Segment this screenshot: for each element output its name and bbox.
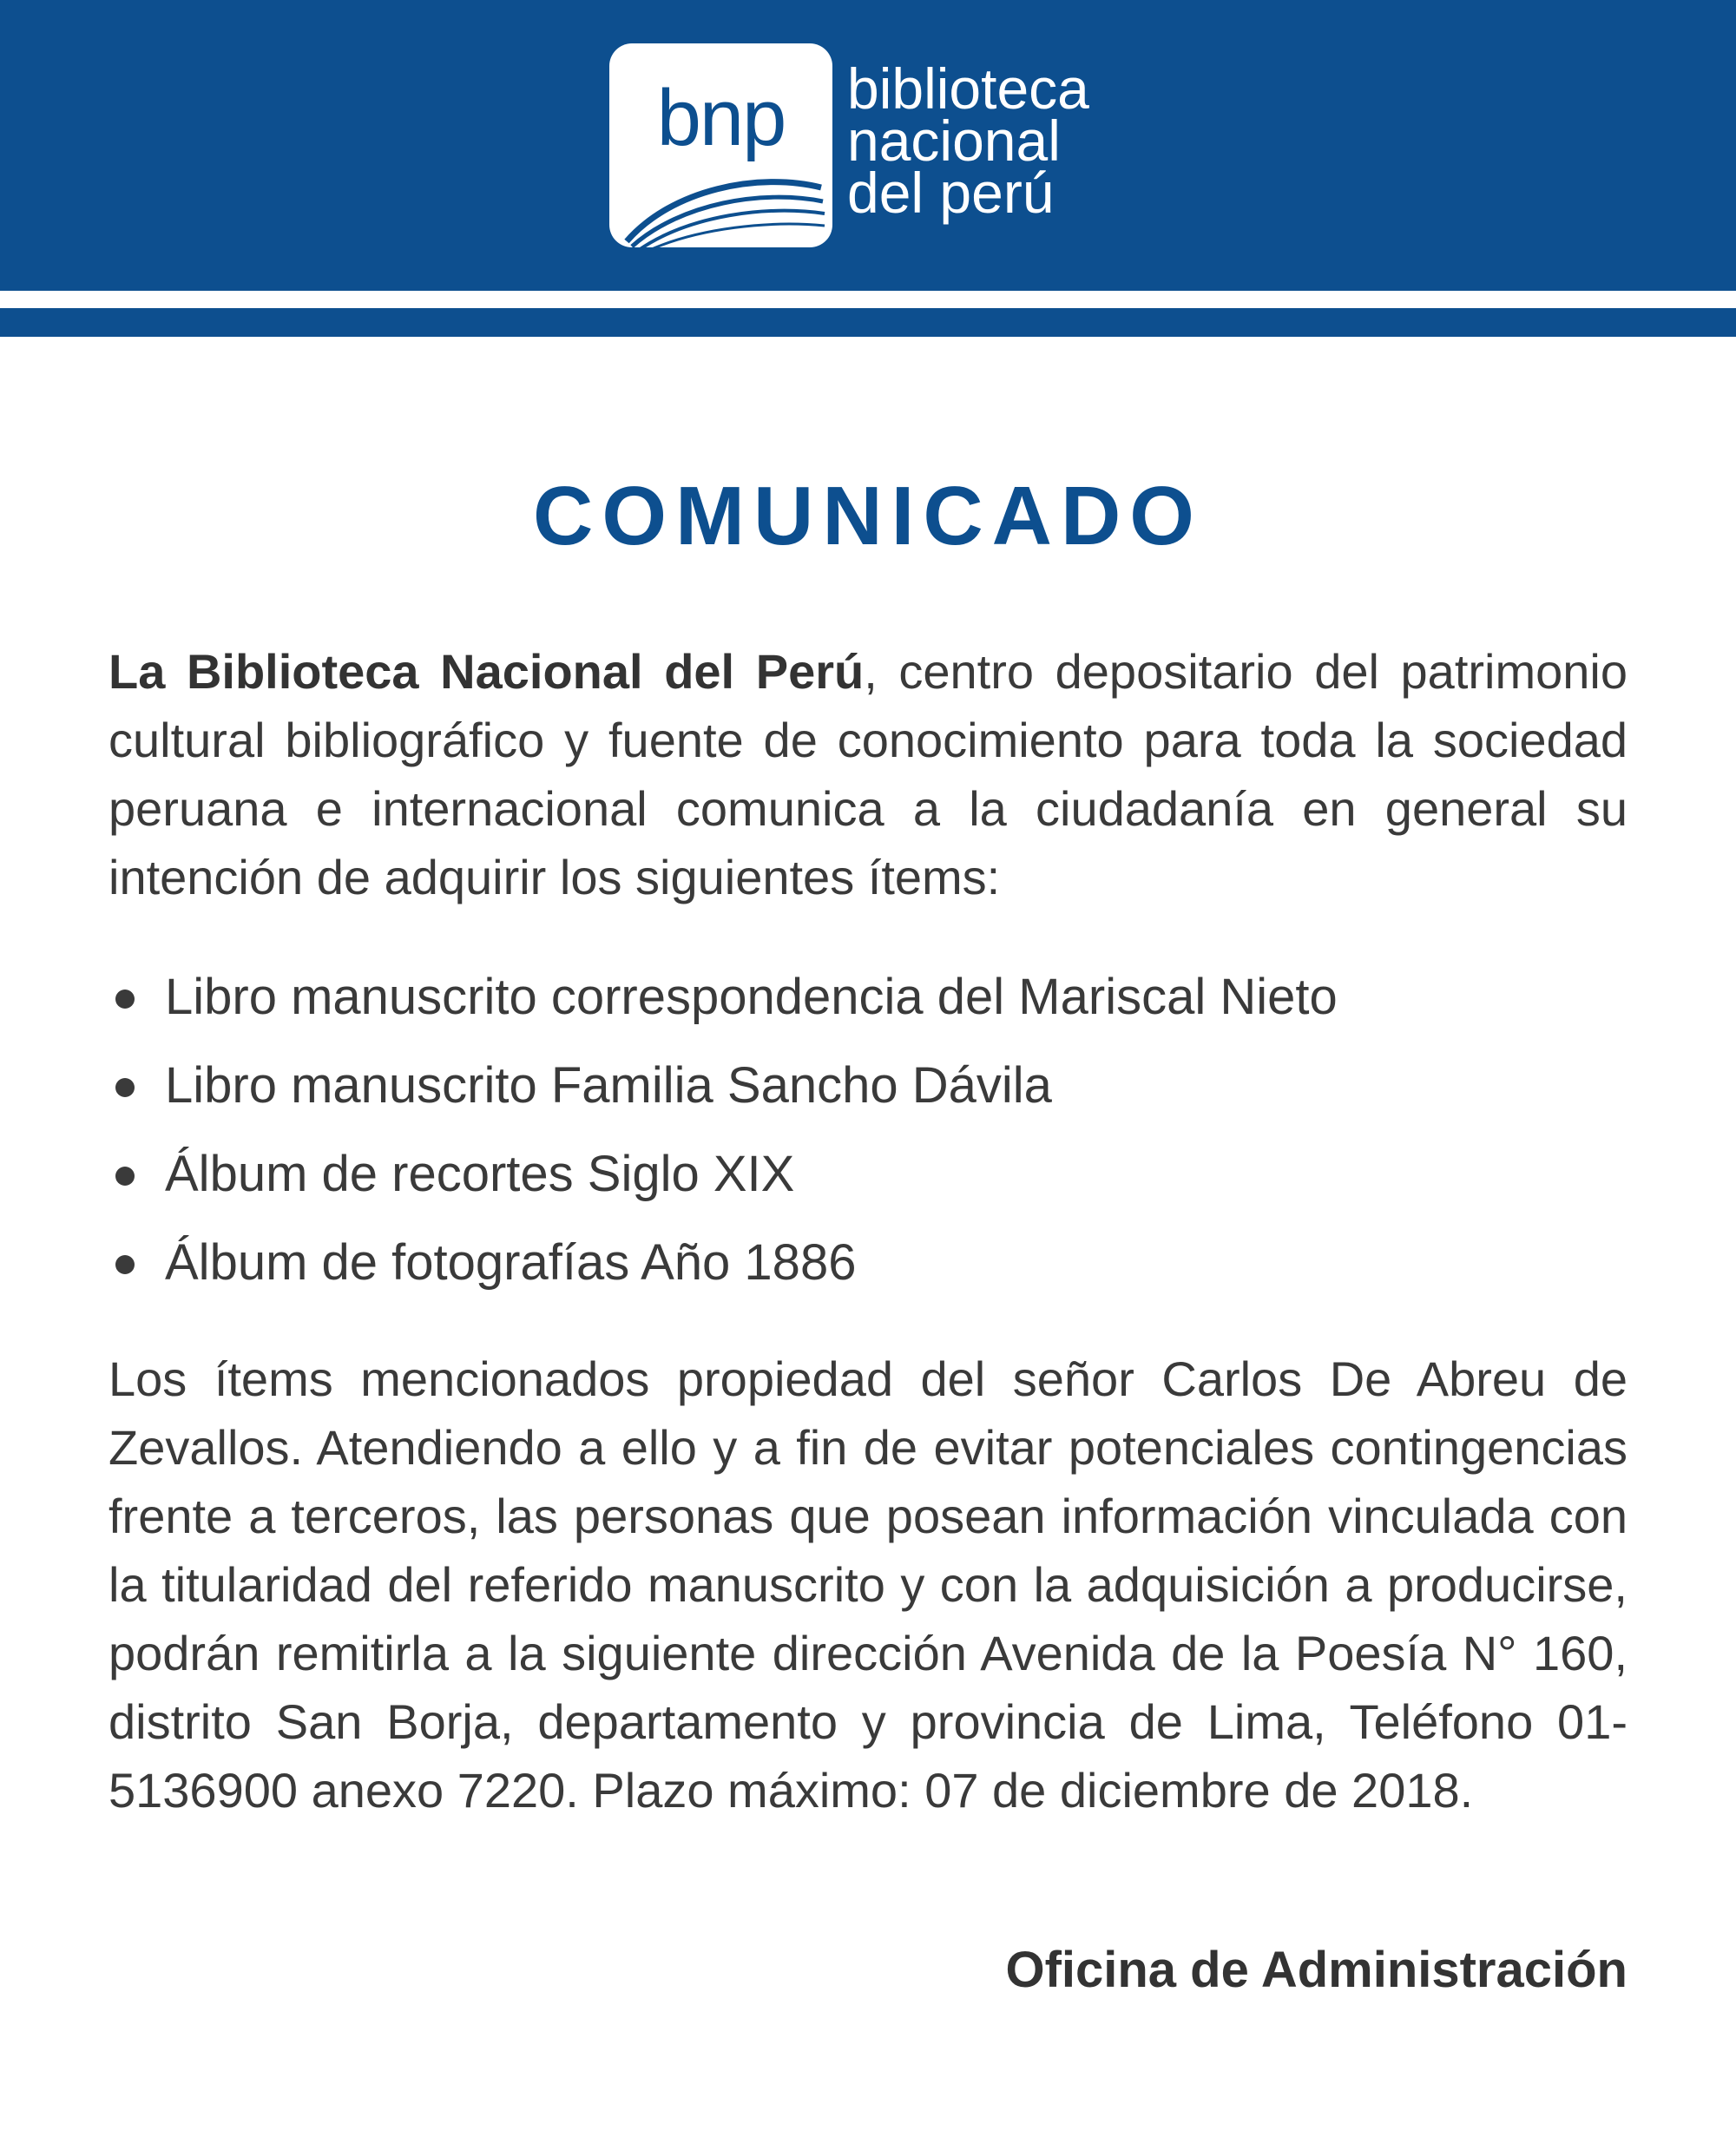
list-item-text: Álbum de recortes Siglo XIX <box>165 1146 795 1202</box>
intro-institution: La Biblioteca Nacional del Perú <box>108 644 865 699</box>
list-item <box>108 953 1628 1042</box>
logo-wordmark <box>847 56 1142 225</box>
list-item-text: Álbum de fotografías Año 1886 <box>165 1234 857 1291</box>
bullet-icon <box>115 1167 135 1186</box>
logo-line-1: biblioteca <box>847 56 1089 121</box>
logo-line-2: nacional <box>847 108 1061 173</box>
intro-text: , centro depositario del patrimonio cultural bibliográfico y fuente de conocimiento para toda la sociedad peruana e internacional comunica a la ciudadanía en general su intención de adquirir los siguientes ítems: <box>108 644 1628 904</box>
list-item-text: Libro manuscrito Familia Sancho Dávila <box>165 1057 1052 1114</box>
page-title: COMUNICADO <box>533 470 1203 562</box>
intro-paragraph <box>108 637 1628 911</box>
list-item <box>108 1042 1628 1130</box>
list-item <box>108 1219 1628 1307</box>
bullet-icon <box>115 1078 135 1097</box>
list-item <box>108 1130 1628 1219</box>
bullet-icon <box>115 990 135 1009</box>
header-stripe <box>0 308 1736 337</box>
logo-line-3: del perú <box>847 161 1055 225</box>
items-list <box>108 953 1628 1307</box>
logo-arc-icon <box>620 155 828 250</box>
logo-mark: bnp <box>656 74 786 162</box>
body-paragraph: Los ítems mencionados propiedad del señor Carlos De Abreu de Zevallos. Atendiendo a ello y a fin de evitar potenciales contingencias frente a terceros, las personas que posean información vinculada con la titularidad del referido manuscrito y con la adquisición a producirse, podrán remitirla a la siguiente dirección Avenida de la Poesía N° 160, distrito San Borja, departamento y provincia de Lima, Teléfono 01-5136900 anexo 7220. Plazo máximo: 07 de diciembre de 2018. <box>108 1351 1628 1818</box>
bullet-icon <box>115 1255 135 1274</box>
signature: Oficina de Administración <box>1005 1942 1628 1998</box>
list-item-text: Libro manuscrito correspondencia del Mariscal Nieto <box>165 969 1338 1025</box>
bnp-logo <box>609 43 832 247</box>
